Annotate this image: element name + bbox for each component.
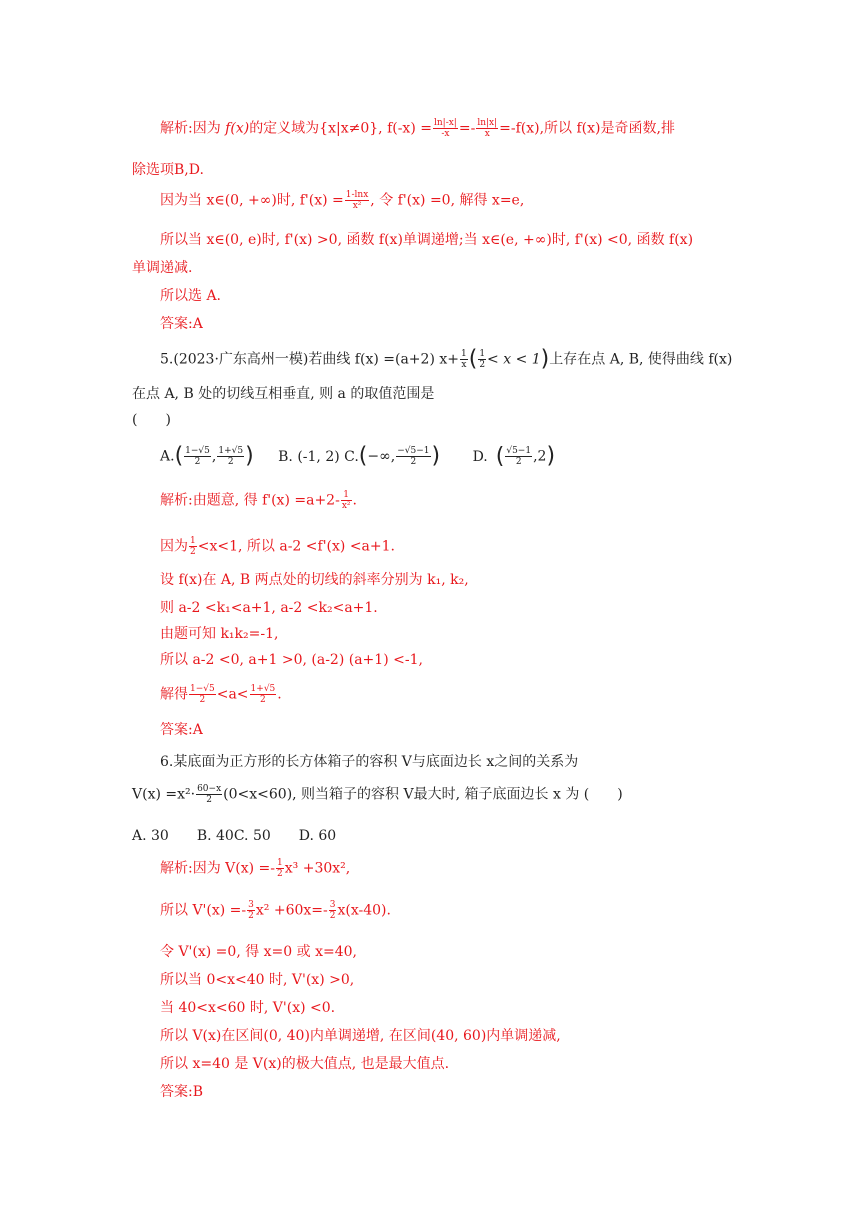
fraction: $\frac{-√5-1}{2}$ bbox=[397, 446, 430, 467]
fraction: $\frac{3}{2}$ bbox=[329, 900, 336, 921]
sol6-line-7: 所以 x=40 是 V(x)的极大值点, 也是最大值点. bbox=[160, 1056, 450, 1072]
sol5-line-2: 因为 $\frac{1}{2}$ <x<1, 所以 a-2 <f'(x) <a+1. bbox=[160, 536, 395, 557]
fraction: $\frac{1-\ln x}{\text{x²}}$ bbox=[345, 190, 369, 211]
q5-options: A.( $\frac{1-√5}{2}$ , $\frac{1+√5}{2}$ ) B. (-1, 2) C.(−∞, $\frac{-√5-1}{2}$ ) D. ( $\frac{√5-1}{2}$ ,2) bbox=[160, 443, 556, 469]
sol5-line-6: 所以 a-2 <0, a+1 >0, (a-2) (a+1) <-1, bbox=[160, 652, 423, 668]
fraction: $\frac{3}{2}$ bbox=[248, 900, 254, 921]
sol5-line-7: 解得 $\frac{1-√5}{2}$ <a< $\frac{1+√5}{2}$ . bbox=[160, 684, 282, 705]
fraction: $\frac{1+√5}{2}$ bbox=[218, 446, 244, 467]
sol5-line-1: 解析:由题意, 得 f'(x) =a+2- $\frac{1}{\text{x²}}$ . bbox=[160, 490, 357, 511]
q5-line-1: 5.(2023·广东高州一模)若曲线 f(x) =(a+2) x+ $\frac{1}{x}$ ( $\frac{1}{2}$ < x < 1)上存在点 A, B, 使得曲线 f(x) bbox=[160, 346, 733, 372]
q6-line-1: 6.某底面为正方形的长方体箱子的容积 V与底面边长 x之间的关系为 bbox=[160, 754, 579, 770]
fraction: $\frac{\ln|-x|}{-x}$ bbox=[433, 118, 457, 139]
answer-4: 答案:A bbox=[160, 316, 203, 332]
fraction: $\frac{1}{2}$ bbox=[479, 349, 486, 370]
sol4-line-3: 因为当 x∈(0, +∞)时, f'(x) = $\frac{1-\ln x}{\text{x²}}$ , 令 f'(x) =0, 解得 x=e, bbox=[160, 190, 525, 211]
fraction: $\frac{1}{2}$ bbox=[190, 536, 196, 557]
q6-line-2: V(x) =x²· $\frac{60-x}{2}$ (0<x<60), 则当箱子的容积 V最大时, 箱子底面边长 x 为 ( ) bbox=[132, 784, 623, 805]
sol5-line-3: 设 f(x)在 A, B 两点处的切线的斜率分别为 k₁, k₂, bbox=[160, 572, 469, 588]
sol4-line-4: 所以当 x∈(0, e)时, f'(x) >0, 函数 f(x)单调递增;当 x∈(e, +∞)时, f'(x) <0, 函数 f(x) bbox=[160, 232, 694, 248]
sol4-line-5: 单调递减. bbox=[132, 260, 193, 276]
fraction: $\frac{√5-1}{2}$ bbox=[506, 446, 532, 467]
sol6-line-3: 令 V'(x) =0, 得 x=0 或 x=40, bbox=[160, 944, 357, 960]
q5-line-2: 在点 A, B 处的切线互相垂直, 则 a 的取值范围是 bbox=[132, 386, 435, 402]
sol6-line-4: 所以当 0<x<40 时, V'(x) >0, bbox=[160, 972, 355, 988]
sol5-line-4: 则 a-2 <k₁<a+1, a-2 <k₂<a+1. bbox=[160, 600, 378, 616]
fraction: $\frac{1+√5}{2}$ bbox=[250, 684, 276, 705]
sol4-line-2: 除选项B,D. bbox=[132, 162, 204, 178]
q6-options: A. 30 B. 40C. 50 D. 60 bbox=[132, 828, 337, 844]
fraction: $\frac{1}{\text{x²}}$ bbox=[341, 490, 351, 511]
sol6-line-5: 当 40<x<60 时, V'(x) <0. bbox=[160, 1000, 336, 1016]
q5-line-3: ( ) bbox=[132, 412, 171, 428]
sol6-line-1: 解析:因为 V(x) =- $\frac{1}{2}$ x³ +30x², bbox=[160, 858, 351, 879]
sol6-line-2: 所以 V'(x) =- $\frac{3}{2}$ x² +60x=- $\frac{3}{2}$ x(x-40). bbox=[160, 900, 391, 921]
fraction: $\frac{60-x}{2}$ bbox=[197, 784, 222, 805]
answer-5: 答案:A bbox=[160, 722, 203, 738]
sol4-line-1: 解析:因为 f(x)的定义域为{x|x≠0}, f(-x) = $\frac{\ln|-x|}{-x}$ =- $\frac{\ln|x|}{x}$ =-f(x),所以 f(x)是奇函数,排 bbox=[160, 118, 675, 139]
fraction: $\frac{\ln|x|}{x}$ bbox=[477, 118, 498, 139]
fraction: $\frac{1}{x}$ bbox=[460, 349, 467, 370]
fraction: $\frac{1}{2}$ bbox=[277, 858, 283, 879]
fraction: $\frac{1-√5}{2}$ bbox=[190, 684, 215, 705]
fraction: $\frac{1-√5}{2}$ bbox=[185, 446, 210, 467]
answer-6: 答案:B bbox=[160, 1084, 204, 1100]
sol5-line-5: 由题可知 k₁k₂=-1, bbox=[160, 626, 279, 642]
sol4-line-6: 所以选 A. bbox=[160, 288, 222, 304]
sol6-line-6: 所以 V(x)在区间(0, 40)内单调递增, 在区间(40, 60)内单调递减, bbox=[160, 1028, 561, 1044]
